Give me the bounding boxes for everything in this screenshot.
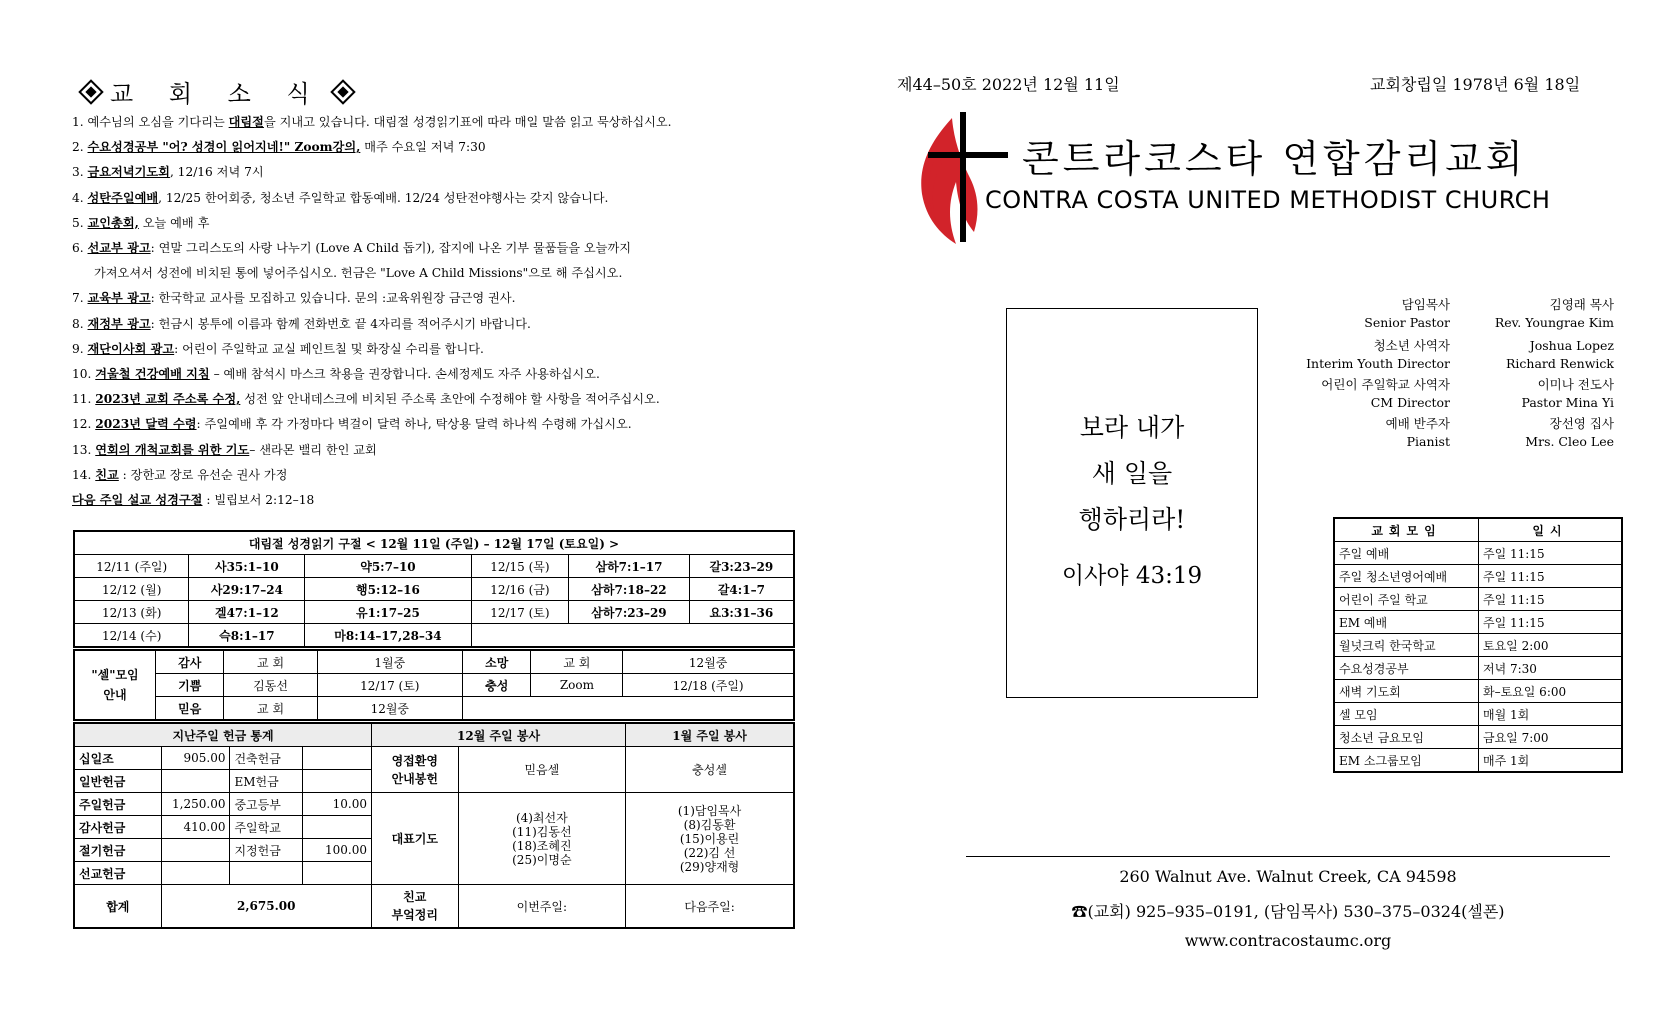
verse-line: 행하리라! <box>1078 505 1186 534</box>
cell-place: 교 회 <box>531 650 623 674</box>
table-row <box>74 747 794 770</box>
table-row <box>74 697 794 721</box>
reading-cell: 갈3:23–29 <box>689 555 794 578</box>
church-name-korean: 콘트라코스타 연합감리교회 <box>1022 137 1527 181</box>
table-row: 주일 청소년영어예배 주일 11:15 <box>1334 565 1622 588</box>
fellowship-jan: 다음주일: <box>626 885 794 929</box>
news-list <box>72 110 772 513</box>
founded-date: 교회창립일 1978년 6월 18일 <box>1370 75 1581 94</box>
reading-cell: 12/15 (목) <box>471 555 569 578</box>
news-item: 11. 2023년 교회 주소록 수정, 성전 앞 안내데스크에 비치된 주소록 초안에 수정해야 할 사항을 적어주십시오. <box>72 392 660 407</box>
prayer-jan: (1)담임목사 (8)김동환 (15)이용린 (22)김 선 (29)양재형 <box>626 793 794 885</box>
table-row <box>74 578 794 601</box>
staff-name: Mrs. Cleo Lee <box>1525 434 1614 449</box>
reading-cell: 갈4:1–7 <box>689 578 794 601</box>
offering-amount <box>161 770 230 793</box>
cell-date: 1월중 <box>317 650 462 674</box>
offering-amount <box>303 770 372 793</box>
cell-name: 믿음 <box>156 697 224 721</box>
staff-role: 담임목사 <box>1401 297 1450 312</box>
table-row: 월넛크릭 한국학교 토요일 2:00 <box>1334 634 1622 657</box>
reading-cell: 삼하7:1–17 <box>569 555 690 578</box>
offering-label: EM헌금 <box>230 770 303 793</box>
cell-empty <box>463 697 794 721</box>
table-row <box>74 674 794 697</box>
staff-role: 예배 반주자 <box>1385 416 1450 431</box>
offering-amount <box>303 816 372 839</box>
reading-header: 대림절 성경읽기 구절 < 12월 11일 (주일) – 12월 17일 (토요일) > <box>74 531 794 555</box>
diamond-bullet-icon <box>78 79 103 104</box>
reading-cell: 12/11 (주일) <box>74 555 189 578</box>
reading-cell: 슥8:1–17 <box>189 624 305 648</box>
table-row: 청소년 금요모임 금요일 7:00 <box>1334 726 1622 749</box>
offering-amount <box>303 862 372 885</box>
reading-cell: 12/13 (화) <box>74 601 189 624</box>
fellowship-label: 친교 부엌정리 <box>371 885 458 929</box>
offering-amount <box>303 747 372 770</box>
church-name-english: CONTRA COSTA UNITED METHODIST CHURCH <box>985 186 1551 214</box>
reading-cell: 12/12 (월) <box>74 578 189 601</box>
reading-cell: 삼하7:18–22 <box>569 578 690 601</box>
cell-place: 교 회 <box>224 697 317 721</box>
verse-box <box>1006 308 1258 698</box>
staff-roles <box>1280 296 1450 451</box>
reading-cell-empty <box>471 624 794 648</box>
reading-cell: 행5:12–16 <box>305 578 471 601</box>
fellowship-dec: 이번주일: <box>458 885 626 929</box>
cell-date: 12/18 (주일) <box>623 674 794 697</box>
prayer-label: 대표기도 <box>371 793 458 885</box>
cell-group-label: "셀"모임 안내 <box>74 650 156 720</box>
reading-cell: 12/16 (금) <box>471 578 569 601</box>
offering-label: 일반헌금 <box>74 770 161 793</box>
table-row: 주일 예배 주일 11:15 <box>1334 542 1622 565</box>
verse-line: 새 일을 <box>1091 459 1173 488</box>
offering-label: 선교헌금 <box>74 862 161 885</box>
greet-jan: 충성셀 <box>626 747 794 793</box>
staff-name: Joshua Lopez <box>1529 338 1614 353</box>
cell-name: 기쁨 <box>156 674 224 697</box>
table-row <box>74 885 794 929</box>
offering-amount: 1,250.00 <box>161 793 230 816</box>
cell-place: Zoom <box>531 674 623 697</box>
reading-cell: 유1:17–25 <box>305 601 471 624</box>
reading-cell: 12/14 (수) <box>74 624 189 648</box>
service-dec-header: 12월 주일 봉사 <box>371 723 625 747</box>
table-row: 새벽 기도회 화–토요일 6:00 <box>1334 680 1622 703</box>
offering-amount <box>161 862 230 885</box>
table-row: 어린이 주일 학교 주일 11:15 <box>1334 588 1622 611</box>
reading-cell: 사29:17–24 <box>189 578 305 601</box>
table-row <box>74 555 794 578</box>
cell-place: 교 회 <box>224 650 317 674</box>
news-item: 12. 2023년 달력 수령: 주일예배 후 각 가정마다 벽걸이 달력 하나, 탁상용 달력 하나씩 수령해 가십시오. <box>72 417 632 432</box>
table-row <box>74 650 794 674</box>
staff-name: Rev. Youngrae Kim <box>1494 315 1614 330</box>
staff-role: Pianist <box>1406 434 1450 449</box>
offering-label: 건축헌금 <box>230 747 303 770</box>
meetings-header: 일시 <box>1479 518 1623 542</box>
church-phone: ☎(교회) 925–935–0191, (담임목사) 530–375–0324(셀폰) <box>1071 902 1505 921</box>
staff-role: 청소년 사역자 <box>1373 338 1450 353</box>
offering-label: 주일헌금 <box>74 793 161 816</box>
staff-role: Interim Youth Director <box>1306 356 1450 371</box>
staff-name: Richard Renwick <box>1506 356 1614 371</box>
meetings-table <box>1333 517 1623 773</box>
news-item: 6. 선교부 광고: 연말 그리스도의 사랑 나누기 (Love A Child 돕기), 잡지에 나온 기부 물품들을 오늘까지 <box>72 241 631 256</box>
staff-name: 김영래 목사 <box>1549 297 1614 312</box>
news-item: 14. 친교 : 장한교 장로 유선순 권사 가정 <box>72 467 288 482</box>
greet-label: 영접환영 안내봉헌 <box>371 747 458 793</box>
news-item: 가져오셔서 성전에 비치된 통에 넣어주십시오. 헌금은 "Love A Child Missions"으로 해 주십시오. <box>94 266 623 281</box>
offering-label: 주일학교 <box>230 816 303 839</box>
diamond-bullet-icon <box>330 79 355 104</box>
staff-name: Pastor Mina Yi <box>1521 395 1614 410</box>
cross-flame-logo-icon <box>908 108 1012 248</box>
cell-date: 12/17 (토) <box>317 674 462 697</box>
news-item: 9. 재단이사회 광고: 어린이 주일학교 교실 페인트칠 및 화장실 수리를 합니다. <box>72 341 484 356</box>
offering-table <box>73 722 795 929</box>
table-row <box>74 624 794 648</box>
news-item: 1. 예수님의 오심을 기다리는 대림절을 지내고 있습니다. 대림절 성경읽기표에 따라 매일 말씀 읽고 묵상하십시오. <box>72 115 672 129</box>
telephone-icon: ☎ <box>1071 902 1088 921</box>
offering-label: 지정헌금 <box>230 839 303 862</box>
staff-name: 장선영 집사 <box>1549 416 1614 431</box>
prayer-dec: (4)최선자 (11)김동선 (18)조혜진 (25)이명순 <box>458 793 626 885</box>
cell-name: 충성 <box>463 674 531 697</box>
news-item: 2. 수요성경공부 "어? 성경이 읽어지네!" Zoom강의, 매주 수요일 저녁 7:30 <box>72 140 486 155</box>
news-title-text: 교 회 소 식 <box>110 80 324 108</box>
meetings-header: 교회모임 <box>1334 518 1479 542</box>
cell-date: 12월중 <box>317 697 462 721</box>
greet-dec: 믿음셀 <box>458 747 626 793</box>
news-item: 8. 재정부 광고: 헌금시 봉투에 이름과 함께 전화번호 끝 4자리를 적어주시기 바랍니다. <box>72 316 531 331</box>
table-row <box>74 601 794 624</box>
news-item: 5. 교인총회, 오늘 예배 후 <box>72 215 210 230</box>
reading-table <box>73 530 795 648</box>
offering-amount: 100.00 <box>303 839 372 862</box>
news-item: 3. 금요저녁기도회, 12/16 저녁 7시 <box>72 165 264 180</box>
offering-label: 중고등부 <box>230 793 303 816</box>
offering-label <box>230 862 303 885</box>
staff-role: Senior Pastor <box>1364 315 1450 330</box>
reading-cell: 마8:14–17,28–34 <box>305 624 471 648</box>
church-address: 260 Walnut Ave. Walnut Creek, CA 94598 <box>1119 867 1457 886</box>
reading-cell: 약5:7–10 <box>305 555 471 578</box>
reading-cell: 사35:1–10 <box>189 555 305 578</box>
verse-reference: 이사야 43:19 <box>1061 563 1203 589</box>
staff-role: 어린이 주일학교 사역자 <box>1321 377 1450 392</box>
issue-date: 제44–50호 2022년 12월 11일 <box>897 75 1120 94</box>
table-row: 셀 모임 매월 1회 <box>1334 703 1622 726</box>
news-title <box>72 74 362 109</box>
table-row <box>74 793 794 816</box>
cell-name: 감사 <box>156 650 224 674</box>
service-jan-header: 1월 주일 봉사 <box>626 723 794 747</box>
news-item: 4. 성탄주일예배, 12/25 한어회중, 청소년 주일학교 합동예배. 12/24 성탄전야행사는 갖지 않습니다. <box>72 190 609 205</box>
reading-cell: 삼하7:23–29 <box>569 601 690 624</box>
offering-total-value: 2,675.00 <box>161 885 371 929</box>
cell-place: 김동선 <box>224 674 317 697</box>
cell-group-table <box>73 649 795 721</box>
table-row <box>74 723 794 747</box>
offering-amount: 905.00 <box>161 747 230 770</box>
news-item: 10. 겨울철 건강예배 지침 – 예배 참석시 마스크 착용을 권장합니다. 손세정제도 자주 사용하십시오. <box>72 367 600 382</box>
church-website[interactable]: www.contracostaumc.org <box>1184 931 1392 950</box>
staff-name: 이미나 전도사 <box>1537 377 1614 392</box>
offering-header: 지난주일 헌금 통계 <box>74 723 371 747</box>
offering-amount: 10.00 <box>303 793 372 816</box>
table-row: 수요성경공부 저녁 7:30 <box>1334 657 1622 680</box>
offering-label: 십일조 <box>74 747 161 770</box>
offering-amount <box>161 839 230 862</box>
reading-cell: 요3:31–36 <box>689 601 794 624</box>
footer-divider <box>966 856 1610 857</box>
verse-line: 보라 내가 <box>1079 413 1185 442</box>
offering-label: 감사헌금 <box>74 816 161 839</box>
cell-name: 소망 <box>463 650 531 674</box>
news-item: 7. 교육부 광고: 한국학교 교사를 모집하고 있습니다. 문의 :교육위원장 금근영 권사. <box>72 291 516 306</box>
table-row: EM 예배 주일 11:15 <box>1334 611 1622 634</box>
table-row: EM 소그룹모임 매주 1회 <box>1334 749 1622 773</box>
offering-amount: 410.00 <box>161 816 230 839</box>
cell-date: 12월중 <box>623 650 794 674</box>
offering-label: 절기헌금 <box>74 839 161 862</box>
reading-cell: 겔47:1–12 <box>189 601 305 624</box>
staff-role: CM Director <box>1370 395 1450 410</box>
reading-cell: 12/17 (토) <box>471 601 569 624</box>
staff-names <box>1450 296 1614 451</box>
news-item: 다음 주일 설교 성경구절 : 빌립보서 2:12–18 <box>72 493 315 508</box>
offering-total-label: 합계 <box>74 885 161 929</box>
news-item: 13. 연회의 개척교회를 위한 기도– 샌라몬 밸리 한인 교회 <box>72 442 377 457</box>
